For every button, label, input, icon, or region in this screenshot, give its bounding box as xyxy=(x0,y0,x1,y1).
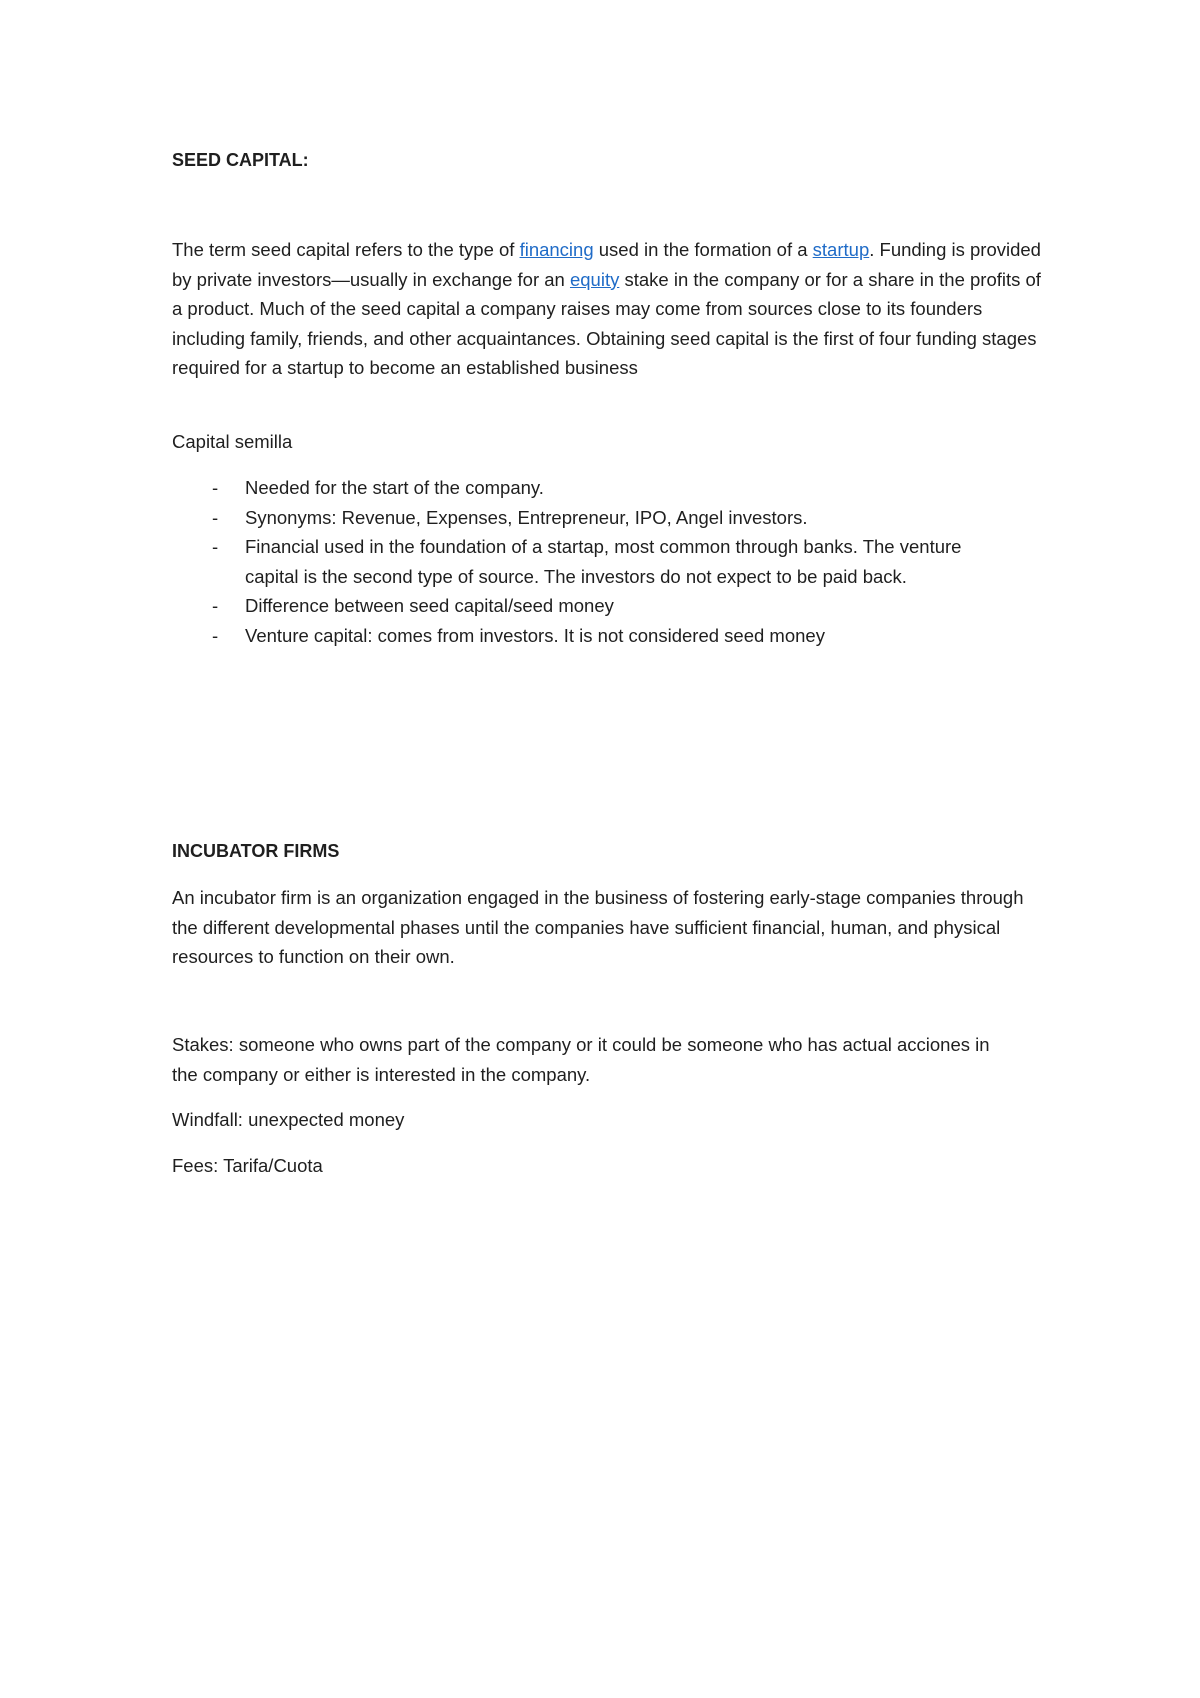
incubator-paragraph: An incubator firm is an organization engaged in the business of fostering early-stage companies through the different developmental phases until the companies have sufficient financial, human, and physical resources to function on their own. xyxy=(172,887,1024,967)
windfall-note: Windfall: unexpected money xyxy=(172,1109,405,1130)
intro-text-1: The term seed capital refers to the type of xyxy=(172,239,520,260)
startup-link[interactable]: startup xyxy=(812,239,870,260)
list-item xyxy=(172,503,1002,533)
financing-link[interactable]: financing xyxy=(519,239,594,260)
fees-note: Fees: Tarifa/Cuota xyxy=(172,1155,323,1176)
list-item xyxy=(172,591,1002,621)
bullet-text: Venture capital: comes from investors. It is not considered seed money xyxy=(245,624,825,646)
dash-marker: - xyxy=(212,624,219,646)
seed-capital-bullet-list xyxy=(172,473,1002,650)
intro-text-3: . Funding is provided by private investors—usually in exchange for an xyxy=(172,239,1041,290)
stakes-note: Stakes: someone who owns part of the company or it could be someone who has actual acciones in the company or either is interested in the company. xyxy=(172,1034,990,1085)
bullet-text: Needed for the start of the company. xyxy=(245,477,544,498)
seed-capital-heading: SEED CAPITAL: xyxy=(172,150,309,170)
dash-marker: - xyxy=(212,595,219,616)
list-item xyxy=(172,621,1002,651)
dash-marker: - xyxy=(212,506,219,528)
list-item xyxy=(172,473,1002,503)
seed-capital-paragraph xyxy=(172,235,1044,383)
list-item xyxy=(172,532,1002,591)
capital-semilla-subheading: Capital semilla xyxy=(172,431,293,452)
intro-text-2: used in the formation of a xyxy=(593,239,813,260)
bullet-text: Synonyms: Revenue, Expenses, Entrepreneur, IPO, Angel investors. xyxy=(245,506,808,528)
dash-marker: - xyxy=(212,536,219,557)
incubator-firms-heading: INCUBATOR FIRMS xyxy=(172,841,340,861)
bullet-text: Financial used in the foundation of a startap, most common through banks. The venture capital is the second type of source. The investors do not expect to be paid back. xyxy=(245,536,962,587)
dash-marker: - xyxy=(212,477,219,498)
intro-text-4: stake in the company or for a share in the profits of a product. Much of the seed capital a company raises may come from sources close to its founders including family, friends, and other acquaintances. Obtaining seed capital is the first of four funding stages required for a startup to become an established business xyxy=(172,268,1041,378)
bullet-text: Difference between seed capital/seed money xyxy=(245,595,614,616)
equity-link[interactable]: equity xyxy=(569,268,620,290)
